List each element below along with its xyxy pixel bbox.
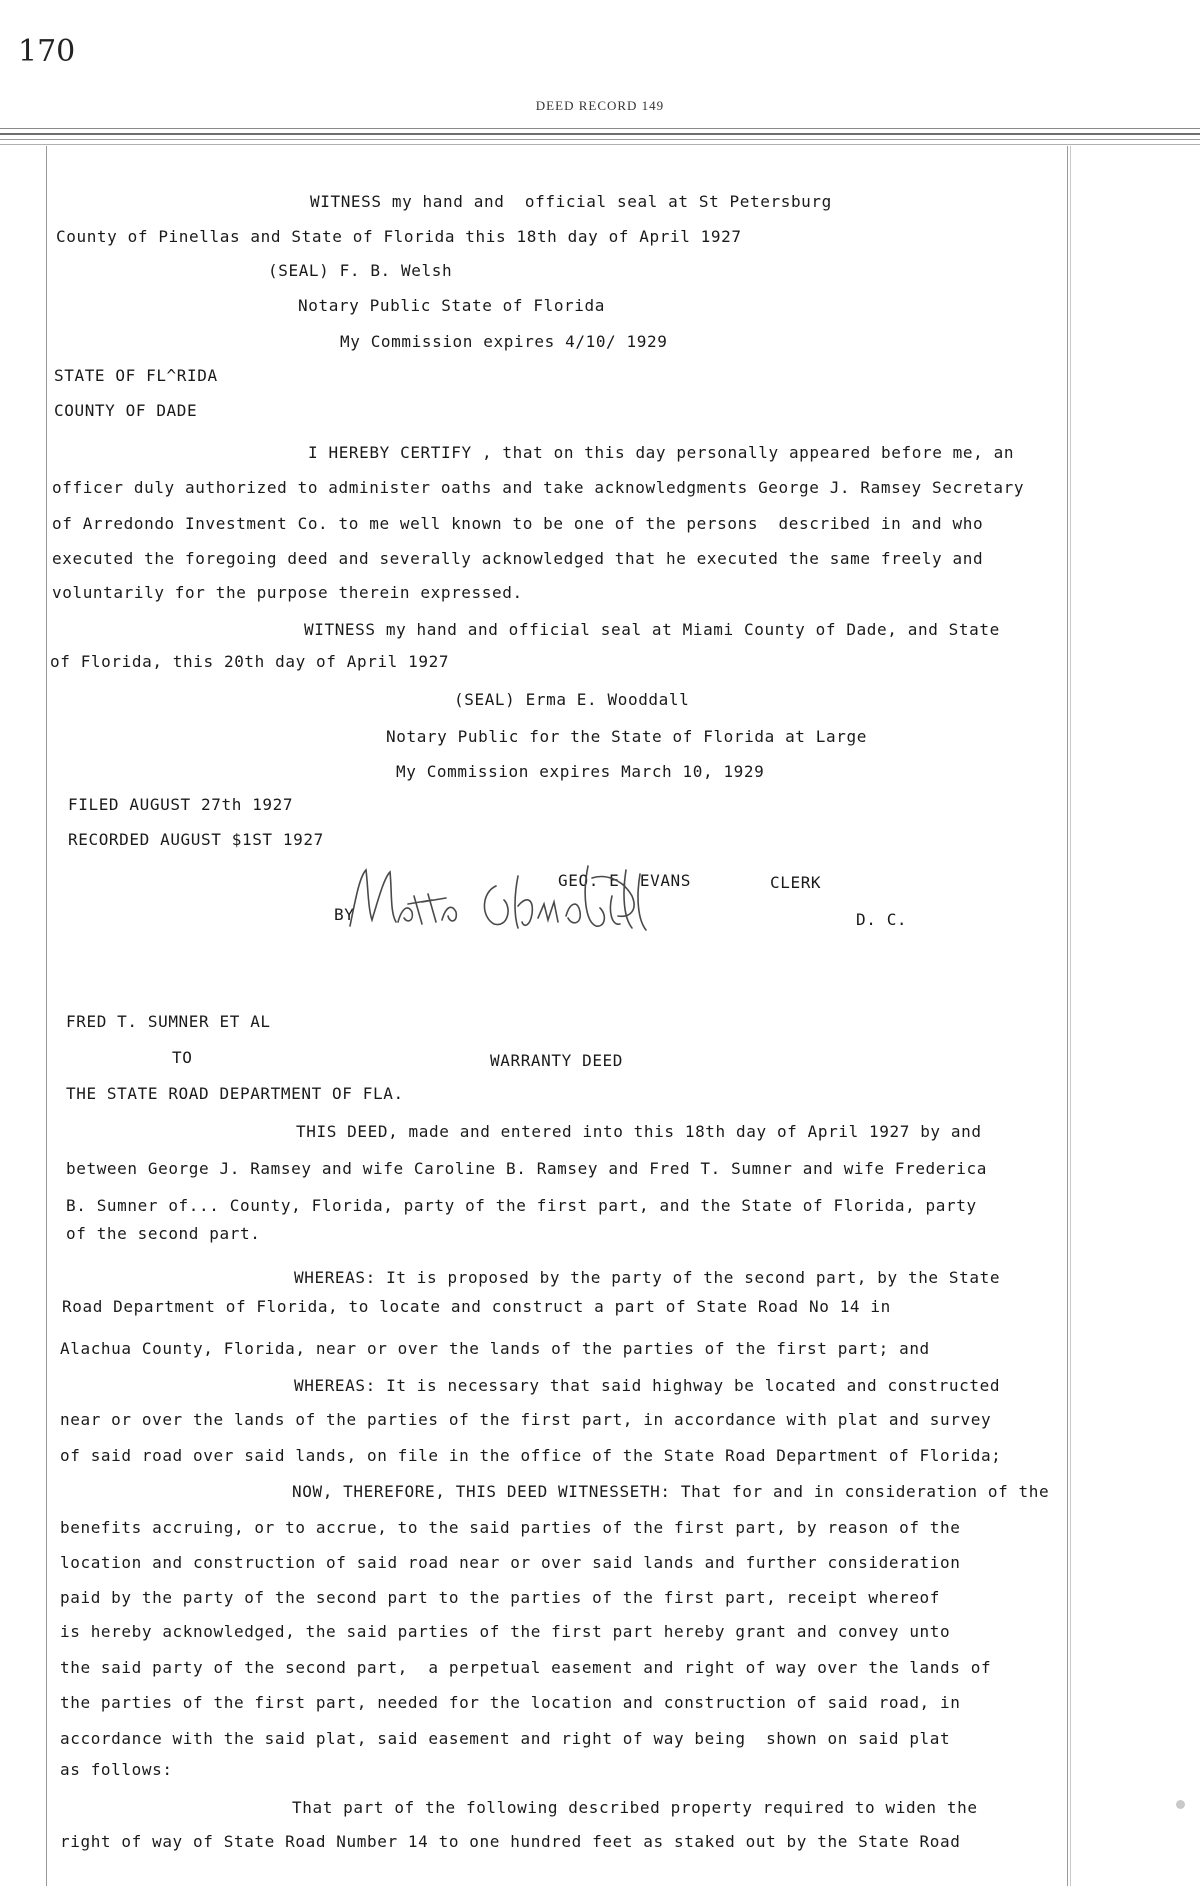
text-line: WITNESS my hand and official seal at Miami County of Dade, and State [304,620,1000,639]
text-line: Alachua County, Florida, near or over the lands of the parties of the first part; and [60,1339,930,1358]
header-rule [0,139,1200,140]
text-line: Notary Public for the State of Florida at Large [386,727,867,746]
text-line: County of Pinellas and State of Florida this 18th day of April 1927 [56,227,742,246]
text-line: WHEREAS: It is proposed by the party of the second part, by the State [294,1268,1001,1287]
header-rule [0,144,1200,145]
text-line: right of way of State Road Number 14 to one hundred feet as staked out by the State Road [60,1832,961,1851]
text-line: WARRANTY DEED [490,1051,624,1070]
text-line: THIS DEED, made and entered into this 18th day of April 1927 by and [296,1122,982,1141]
text-line: BY [334,905,355,924]
margin-line-right [1067,146,1068,1886]
text-line: (SEAL) Erma E. Wooddall [454,690,690,709]
text-line: of said road over said lands, on file in the office of the State Road Department of Florida; [60,1446,1002,1465]
header-rule [0,128,1200,129]
text-line: accordance with the said plat, said easement and right of way being shown on said plat [60,1729,951,1748]
text-line: D. C. [856,910,908,929]
handwritten-signature [342,856,742,946]
scan-mark [1176,1800,1185,1809]
text-line: near or over the lands of the parties of the first part, in accordance with plat and survey [60,1410,992,1429]
text-line: THE STATE ROAD DEPARTMENT OF FLA. [66,1084,404,1103]
text-line: That part of the following described property required to widen the [292,1798,978,1817]
record-title: DEED RECORD 149 [535,98,665,113]
header-rule [0,133,1200,135]
text-line: (SEAL) F. B. Welsh [268,261,453,280]
text-line: the said party of the second part, a perpetual easement and right of way over the lands of [60,1658,992,1677]
text-line: paid by the party of the second part to the parties of the first part, receipt whereof [60,1588,941,1607]
margin-line-right-outer [1070,146,1071,1886]
text-line: between George J. Ramsey and wife Caroline B. Ramsey and Fred T. Sumner and wife Frederica [66,1159,987,1178]
text-line: is hereby acknowledged, the said parties of the first part hereby grant and convey unto [60,1622,951,1641]
text-line: WITNESS my hand and official seal at St Petersburg [310,192,832,211]
text-line: voluntarily for the purpose therein expressed. [52,583,523,602]
text-line: of Florida, this 20th day of April 1927 [50,652,450,671]
text-line: FRED T. SUMNER ET AL [66,1012,271,1031]
text-line: executed the foregoing deed and severally acknowledged that he executed the same freely and [52,549,984,568]
text-line: NOW, THEREFORE, THIS DEED WITNESSETH: That for and in consideration of the [292,1482,1050,1501]
text-line: RECORDED AUGUST $1ST 1927 [68,830,324,849]
text-line: B. Sumner of... County, Florida, party of the first part, and the State of Florida, party [66,1196,977,1215]
text-line: as follows: [60,1760,173,1779]
text-line: GEO. E. EVANS [558,871,692,890]
text-line: location and construction of said road near or over said lands and further consideration [60,1553,961,1572]
margin-line-left [46,146,47,1886]
text-line: Road Department of Florida, to locate and construct a part of State Road No 14 in [62,1297,891,1316]
text-line: of Arredondo Investment Co. to me well known to be one of the persons described in and who [52,514,984,533]
text-line: of the second part. [66,1224,261,1243]
text-line: Notary Public State of Florida [298,296,605,315]
text-line: TO [172,1048,193,1067]
text-line: COUNTY OF DADE [54,401,198,420]
text-line: FILED AUGUST 27th 1927 [68,795,294,814]
text-line: officer duly authorized to administer oaths and take acknowledgments George J. Ramsey Secretary [52,478,1025,497]
text-line: benefits accruing, or to accrue, to the said parties of the first part, by reason of the [60,1518,961,1537]
text-line: the parties of the first part, needed for the location and construction of said road, in [60,1693,961,1712]
text-line: My Commission expires March 10, 1929 [396,762,765,781]
text-line: I HEREBY CERTIFY , that on this day personally appeared before me, an [308,443,1015,462]
page-number: 170 [18,34,76,69]
text-line: CLERK [770,873,822,892]
text-line: My Commission expires 4/10/ 1929 [340,332,668,351]
text-line: STATE OF FL^RIDA [54,366,218,385]
text-line: WHEREAS: It is necessary that said highway be located and constructed [294,1376,1001,1395]
